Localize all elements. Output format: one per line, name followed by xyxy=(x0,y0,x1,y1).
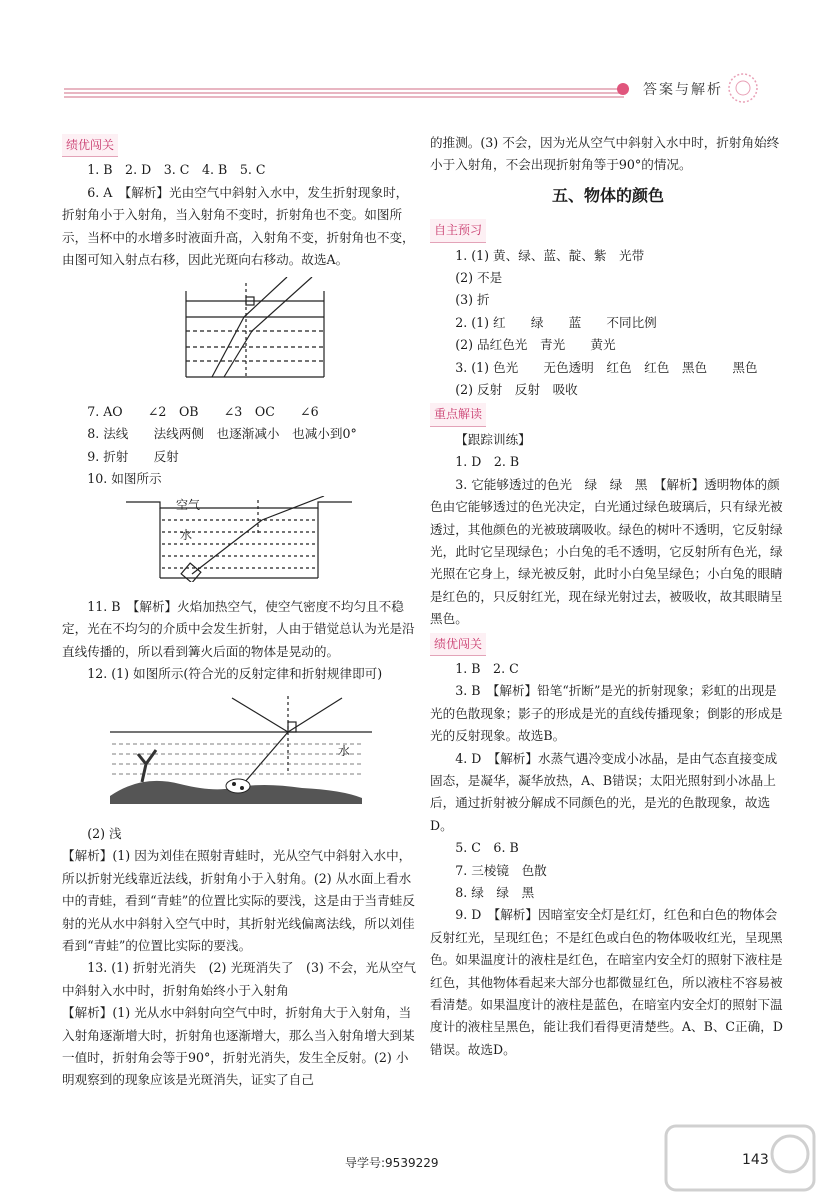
tracking-1: 1. D 2. B xyxy=(455,454,520,470)
label-water-frog: 水 xyxy=(338,743,351,758)
label-air: 空气 xyxy=(176,498,201,513)
preview-1-2: (2) 不是 xyxy=(455,270,503,286)
figure-cup-refraction xyxy=(62,277,418,387)
answer-8: 8. 法线 法线两侧 也逐渐减小 也减小到0° xyxy=(87,426,357,442)
excel-9: 9. D 【解析】因暗室安全灯是红灯，红色和白色的物体会反射红光，呈现红色；不是红色或白色的物体吸收红光，呈现黑色。如果温度计的液柱是红色，在暗室内安全灯的照射下液柱是红色，其他物体看起来大部分也都微显红色，所以液柱不容易被看清楚。如果温度计的液柱是蓝色，在暗室内安全灯的照射下温度计的液柱呈黑色，能让我们看得更清楚些。A、B、C正确，D错误。故选D。 xyxy=(430,907,783,1057)
figure-air-water xyxy=(62,496,418,589)
excel-8: 8. 绿 绿 黑 xyxy=(455,885,535,900)
answer-9: 9. 折射 反射 xyxy=(87,448,179,464)
excel-1: 1. B 2. C xyxy=(455,660,519,676)
answer-12-1: 12. (1) 如图所示(符合光的反射定律和折射规律即可) xyxy=(87,666,383,682)
answer-6: 6. A 【解析】光由空气中斜射入水中，发生折射现象时，折射角小于入射角，当入射角不变时，折射角也不变。如图所示，当杯中的水增多时液面升高，入射角不变，折射角也不变，由图可知入射点右移，因此光斑向右移动。故选A。 xyxy=(62,184,415,268)
preview-3-2: (2) 反射 反射 吸收 xyxy=(455,382,578,398)
label-water: 水 xyxy=(180,528,193,543)
preview-2-2: (2) 品红色光 青光 黄光 xyxy=(455,337,616,353)
excel-5: 5. C 6. B xyxy=(455,840,519,856)
preview-2-1: 2. (1) 红 绿 蓝 不同比例 xyxy=(455,314,657,330)
answer-10: 10. 如图所示 xyxy=(87,471,162,487)
excel-4: 4. D 【解析】水蒸气遇冷变成小冰晶，是由气态直接变成固态，是凝华，凝华放热，A、B错误；太阳光照射到小冰晶上后，通过折射被分解成不同颜色的光，是光的色散现象，故选D。 xyxy=(430,750,778,833)
preview-1-1: 1. (1) 黄、绿、蓝、靛、紫 光带 xyxy=(455,247,645,263)
answer-13-cont: 的推测。(3) 不会，因为光从空气中斜射入水中时，折射角始终小于入射角，不会出现折射角等于90°的情况。 xyxy=(430,135,780,173)
preview-3-1: 3. (1) 色光 无色透明 红色 红色 黑色 黑色 xyxy=(455,359,758,375)
preview-1-3: (3) 折 xyxy=(455,292,490,308)
answer-line-1: 1. B 2. D 3. C 4. B 5. C xyxy=(87,162,266,178)
left-column xyxy=(62,132,418,1092)
watermark-logo-icon xyxy=(660,1120,820,1196)
excel-3: 3. B 【解析】铅笔“折断”是光的折射现象；彩虹的出现是光的色散现象；影子的形成是光的直线传播现象；倒影的形成是光的反射现象。故选B。 xyxy=(430,683,783,744)
section-tag-excel-2: 绩优闯关 xyxy=(430,633,486,656)
section-title: 五、物体的颜色 xyxy=(551,185,664,205)
tracking-title: 【跟踪训练】 xyxy=(455,431,531,447)
tracking-3: 3. 它能够透过的色光 绿 绿 黑 【解析】透明物体的颜色由它能够透过的色光决定，白光通过绿色玻璃后，只有绿光被透过，其他颜色的光被玻璃吸收。绿色的树叶不透明，它反射绿光，此时它呈现绿色；小白兔的毛不透明，它反射所有色光，绿光照在它身上，绿光被反射，此时小白兔呈绿色；小白兔的眼睛是红色的，只反射红光，现在绿光射过去，被吸收，故其眼睛呈黑色。 xyxy=(430,476,783,627)
flower-ornament-icon xyxy=(725,70,761,106)
right-column xyxy=(430,132,786,1061)
section-tag-preview: 自主预习 xyxy=(430,219,486,242)
figure-frog xyxy=(62,692,418,817)
header-bullet-icon xyxy=(617,83,629,95)
excel-7: 7. 三棱镜 色散 xyxy=(455,862,547,878)
answer-13-explain: 【解析】(1) 光从水中斜射向空气中时，折射角大于入射角，当入射角逐渐增大时，折射角也逐渐增大，那么当入射角增大到某一值时，折射角会等于90°，折射光消失，发生全反射。(2) 小明观察到的现象应该是光斑消失，证实了自己 xyxy=(62,1005,415,1088)
guide-code: 导学号:9539229 xyxy=(345,1156,439,1170)
answer-12-2: (2) 浅 xyxy=(87,825,122,841)
answer-12-explain: 【解析】(1) 因为刘佳在照射青蛙时，光从空气中斜射入水中，所以折射光线靠近法线，折射角小于入射角。(2) 从水面上看水中的青蛙，看到“青蛙”的位置比实际的要浅，这是由于当青蛙反射的光从水中斜射入空气中时，其折射光线偏离法线，所以刘佳看到“青蛙”的位置比实际的要浅。 xyxy=(62,848,415,953)
page-number: 143 xyxy=(742,1152,769,1168)
answer-7: 7. AO ∠2 OB ∠3 OC ∠6 xyxy=(87,403,319,419)
header-title: 答案与解析 xyxy=(643,82,723,98)
header-rule xyxy=(64,88,624,98)
section-tag-excel: 绩优闯关 xyxy=(62,134,118,157)
answer-11: 11. B 【解析】火焰加热空气，使空气密度不均匀且不稳定，光在不均匀的介质中会发生折射，人由于错觉总认为光是沿直线传播的，所以看到篝火后面的物体是晃动的。 xyxy=(62,598,415,659)
section-tag-key: 重点解读 xyxy=(430,403,486,426)
answer-13: 13. (1) 折射光消失 (2) 光斑消失了 (3) 不会，光从空气中斜射入水中时，折射角始终小于入射角 xyxy=(62,960,417,998)
